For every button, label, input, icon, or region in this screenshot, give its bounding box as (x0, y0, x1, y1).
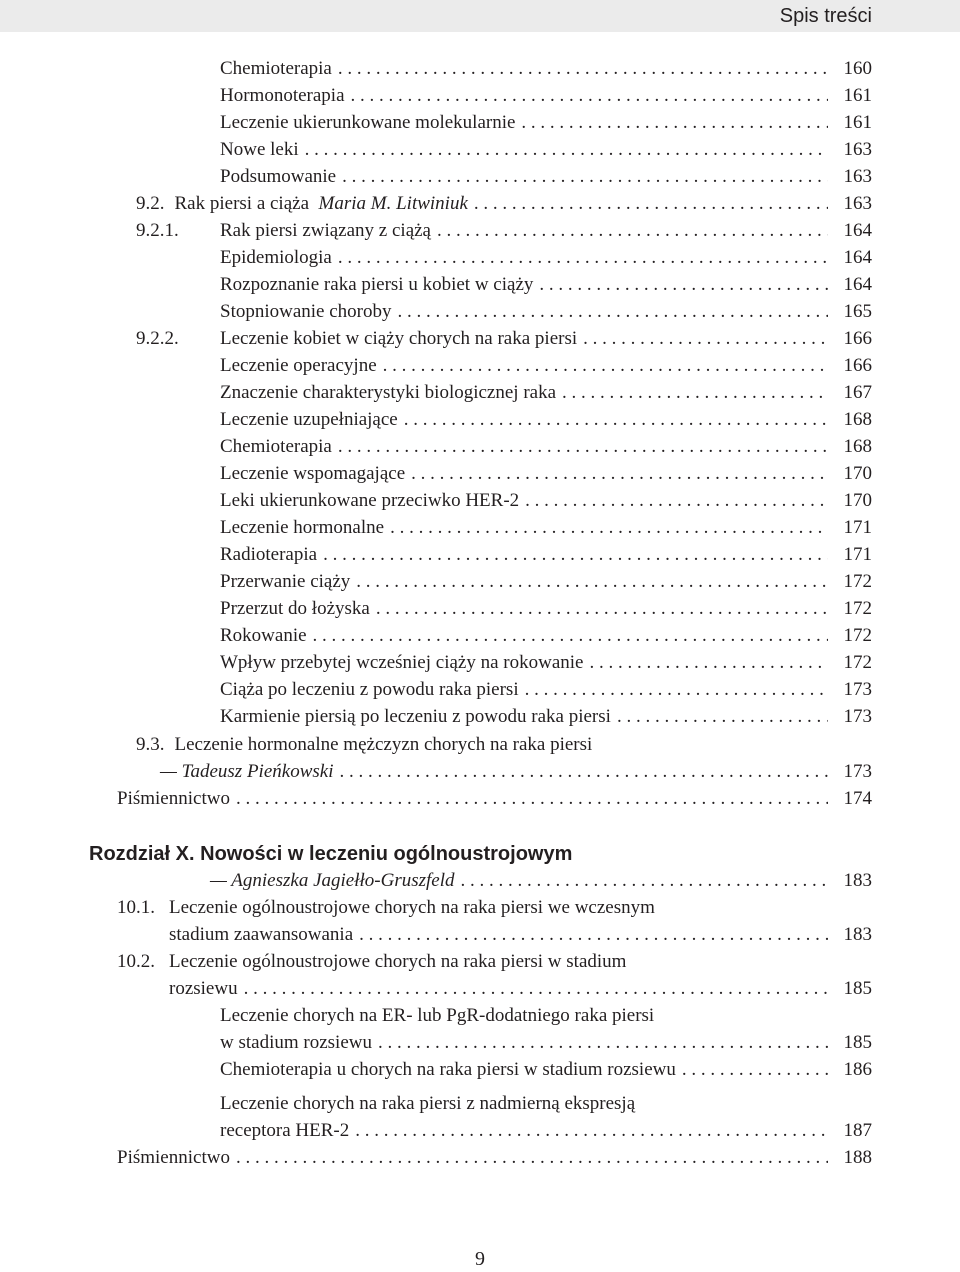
toc-section-entry: 9.2.2. Leczenie kobiet w ciąży chorych na raka piersi . . . 166 (136, 325, 872, 352)
page-number: 171 (843, 544, 872, 565)
page-number: 170 (843, 490, 872, 511)
toc-section-entry: 10.2. Leczenie ogólnoustrojowe chorych na raka piersi w stadium (117, 948, 626, 975)
toc-entry: rozsiewu . . . 185 (169, 975, 872, 1002)
toc-entry: Piśmiennictwo . . . 188 (117, 1144, 872, 1171)
page-number: 167 (843, 382, 872, 403)
page-number: 173 (843, 706, 872, 727)
page-number: 164 (843, 220, 872, 241)
page-number: 166 (843, 355, 872, 376)
section-number: 9.2.1. (136, 220, 179, 241)
page-number: 170 (843, 463, 872, 484)
toc-entry-first-line: Leczenie chorych na raka piersi z nadmierną ekspresją (220, 1093, 636, 1114)
toc-entry: receptora HER-2 . . . 187 (220, 1117, 872, 1144)
page-number: 188 (843, 1147, 872, 1168)
page-number: 163 (843, 166, 872, 187)
toc-entry: Chemioterapia . . . 160 (220, 55, 872, 82)
toc-section-entry: 9.2.1. Rak piersi związany z ciążą . . . 164 (136, 217, 872, 244)
page-number: 163 (843, 139, 872, 160)
page-number: 185 (843, 978, 872, 999)
toc-section-entry: 9.3. Leczenie hormonalne mężczyzn chorych na raka piersi (136, 731, 592, 758)
page-number: 172 (843, 652, 872, 673)
running-header (0, 0, 960, 32)
page-number: 174 (843, 788, 872, 809)
page-number: 166 (843, 328, 872, 349)
page-number: 161 (843, 85, 872, 106)
toc-entry: Chemioterapia . . . 168 (220, 433, 872, 460)
toc-entry-first-line: Leczenie chorych na ER- lub PgR-dodatniego raka piersi (220, 1005, 655, 1026)
section-number: 9.2. (136, 193, 165, 214)
toc-entry: Leczenie wspomagające . . . 170 (220, 460, 872, 487)
page-number: 172 (843, 571, 872, 592)
toc-entry: Radioterapia . . . 171 (220, 541, 872, 568)
toc-entry: Nowe leki . . . 163 (220, 136, 872, 163)
author-name: Maria M. Litwiniuk (318, 193, 468, 214)
running-header-title: Spis treści (779, 5, 872, 27)
toc-entry: Ciąża po leczeniu z powodu raka piersi . . . 173 (220, 676, 872, 703)
page-number: 168 (843, 409, 872, 430)
page-number: 172 (843, 625, 872, 646)
section-number: 9.3. (136, 734, 165, 755)
toc-section-entry: 9.2. Rak piersi a ciąża Maria M. Litwiniuk . . . 163 (136, 190, 872, 217)
toc-entry: Rozpoznanie raka piersi u kobiet w ciąży . . . 164 (220, 271, 872, 298)
toc-entry (160, 758, 872, 785)
page-number: 185 (843, 1032, 872, 1053)
toc-section-entry: 10.1. Leczenie ogólnoustrojowe chorych na raka piersi we wczesnym (117, 894, 655, 921)
footer-page-number: 9 (475, 1248, 485, 1270)
toc-entry: Leczenie ukierunkowane molekularnie . . . 161 (220, 109, 872, 136)
toc-entry: Leczenie uzupełniające . . . 168 (220, 406, 872, 433)
page-number: 168 (843, 436, 872, 457)
toc-entry: Chemioterapia u chorych na raka piersi w stadium rozsiewu . . . 186 (220, 1056, 872, 1083)
toc-entry: Piśmiennictwo . . . 174 (117, 785, 872, 812)
page-number: 173 (843, 761, 872, 782)
toc-entry (210, 867, 872, 894)
toc-entry: Przerwanie ciąży . . . 172 (220, 568, 872, 595)
section-number: 10.1. (117, 897, 155, 918)
page-number: 172 (843, 598, 872, 619)
toc-entry: Epidemiologia . . . 164 (220, 244, 872, 271)
page-number: 173 (843, 679, 872, 700)
toc-entry: Stopniowanie choroby . . . 165 (220, 298, 872, 325)
page-number: 171 (843, 517, 872, 538)
page-number: 161 (843, 112, 872, 133)
page-number: 163 (843, 193, 872, 214)
page-number: 183 (843, 870, 872, 891)
toc-entry: w stadium rozsiewu . . . 185 (220, 1029, 872, 1056)
toc-entry: Wpływ przebytej wcześniej ciąży na rokowanie . . . 172 (220, 649, 872, 676)
page-number: 183 (843, 924, 872, 945)
author-name: — Tadeusz Pieńkowski (160, 761, 334, 782)
section-number: 10.2. (117, 951, 155, 972)
page-number: 186 (843, 1059, 872, 1080)
toc-entry: stadium zaawansowania . . . 183 (169, 921, 872, 948)
toc-entry: Znaczenie charakterystyki biologicznej raka . . . 167 (220, 379, 872, 406)
toc-entry: Podsumowanie . . . 163 (220, 163, 872, 190)
author-name: — Agnieszka Jagiełło-Gruszfeld (210, 870, 455, 891)
toc-entry: Karmienie piersią po leczeniu z powodu raka piersi . . . 173 (220, 703, 872, 730)
page-number: 160 (843, 58, 872, 79)
section-number: 9.2.2. (136, 328, 179, 349)
toc-entry: Leki ukierunkowane przeciwko HER-2 . . . 170 (220, 487, 872, 514)
chapter-heading: Rozdział X. Nowości w leczeniu ogólnoustrojowym (89, 843, 573, 865)
toc-entry: Leczenie operacyjne . . . 166 (220, 352, 872, 379)
page-number: 165 (843, 301, 872, 322)
page-number: 164 (843, 274, 872, 295)
page-number: 187 (843, 1120, 872, 1141)
page-number: 164 (843, 247, 872, 268)
toc-entry: Hormonoterapia . . . 161 (220, 82, 872, 109)
toc-entry: Rokowanie . . . 172 (220, 622, 872, 649)
toc-entry: Przerzut do łożyska . . . 172 (220, 595, 872, 622)
toc-entry: Leczenie hormonalne . . . 171 (220, 514, 872, 541)
